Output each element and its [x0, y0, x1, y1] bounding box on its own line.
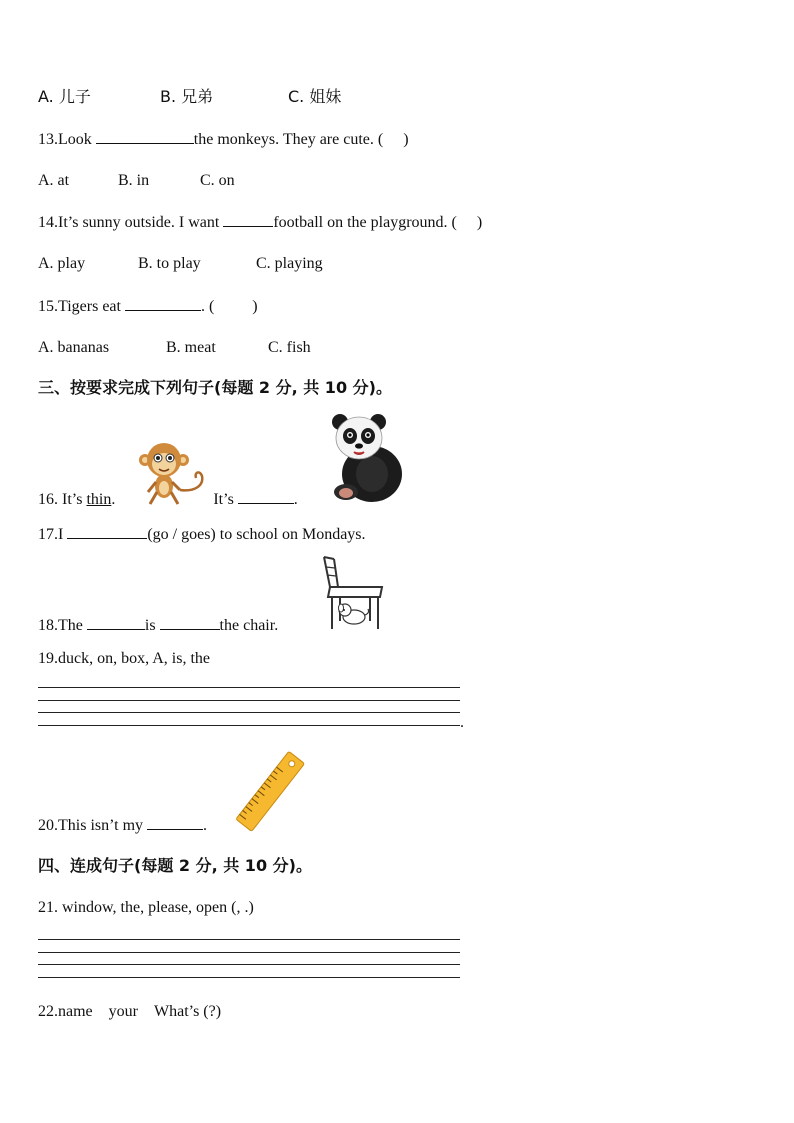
panda-illustration: [328, 412, 408, 504]
question-16: 16. It’s thin. It’s .: [38, 491, 298, 508]
question-18: 18.The is the chair.: [38, 617, 279, 634]
q14-options: [38, 254, 323, 274]
q14-option-a: A. play: [38, 255, 86, 272]
q15-options: [38, 338, 311, 358]
section-3-heading: 三、按要求完成下列句子(每题 2 分, 共 10 分)。: [38, 378, 392, 397]
q14-option-b: B. to play: [138, 255, 201, 272]
q15-option-b: B. meat: [166, 339, 216, 356]
writing-line[interactable]: [38, 939, 460, 940]
q13-options: [38, 171, 235, 191]
q12-option-c: C. 姐妹: [288, 87, 342, 106]
q15-option-c: C. fish: [268, 339, 311, 356]
question-13: 13.Look the monkeys. They are cute. ( ): [38, 131, 409, 148]
q16-example-answer: thin: [86, 491, 112, 508]
question-15: 15.Tigers eat . ( ): [38, 298, 258, 315]
writing-line[interactable]: [38, 725, 460, 726]
answer-blank[interactable]: [87, 615, 145, 630]
writing-line[interactable]: [38, 687, 460, 688]
q14-option-c: C. playing: [256, 255, 323, 272]
question-19: 19.duck, on, box, A, is, the: [38, 650, 210, 667]
yellow-ruler: [234, 750, 308, 834]
q15-option-a: A. bananas: [38, 339, 110, 356]
answer-blank[interactable]: [125, 296, 201, 311]
q13-option-b: B. in: [118, 172, 150, 189]
question-22: 22.name your What’s (?): [38, 1003, 222, 1020]
writing-line[interactable]: [38, 964, 460, 965]
answer-blank[interactable]: [147, 815, 203, 830]
chair-with-dog-underneath: [320, 555, 386, 631]
answer-blank[interactable]: [238, 489, 294, 504]
writing-line[interactable]: [38, 977, 460, 978]
q12-option-a: A. 儿子: [38, 87, 91, 106]
answer-blank[interactable]: [223, 212, 273, 227]
section-4-heading: 四、连成句子(每题 2 分, 共 10 分)。: [38, 856, 312, 875]
answer-blank[interactable]: [96, 129, 194, 144]
question-14: 14.It’s sunny outside. I want football on the playground. ( ): [38, 214, 483, 231]
q13-option-c: C. on: [200, 172, 235, 189]
writing-line[interactable]: [38, 952, 460, 953]
answer-blank[interactable]: [160, 615, 220, 630]
writing-line[interactable]: [38, 712, 460, 713]
writing-line[interactable]: [38, 700, 460, 701]
answer-blank[interactable]: [67, 524, 147, 539]
q12-options: [38, 87, 341, 107]
q13-option-a: A. at: [38, 172, 70, 189]
question-20: 20.This isn’t my .: [38, 817, 208, 834]
question-17: 17.I (go / goes) to school on Mondays.: [38, 526, 366, 543]
q19-period: .: [460, 714, 464, 731]
q12-option-b: B. 兄弟: [160, 87, 214, 106]
question-21: 21. window, the, please, open (, .): [38, 899, 254, 916]
